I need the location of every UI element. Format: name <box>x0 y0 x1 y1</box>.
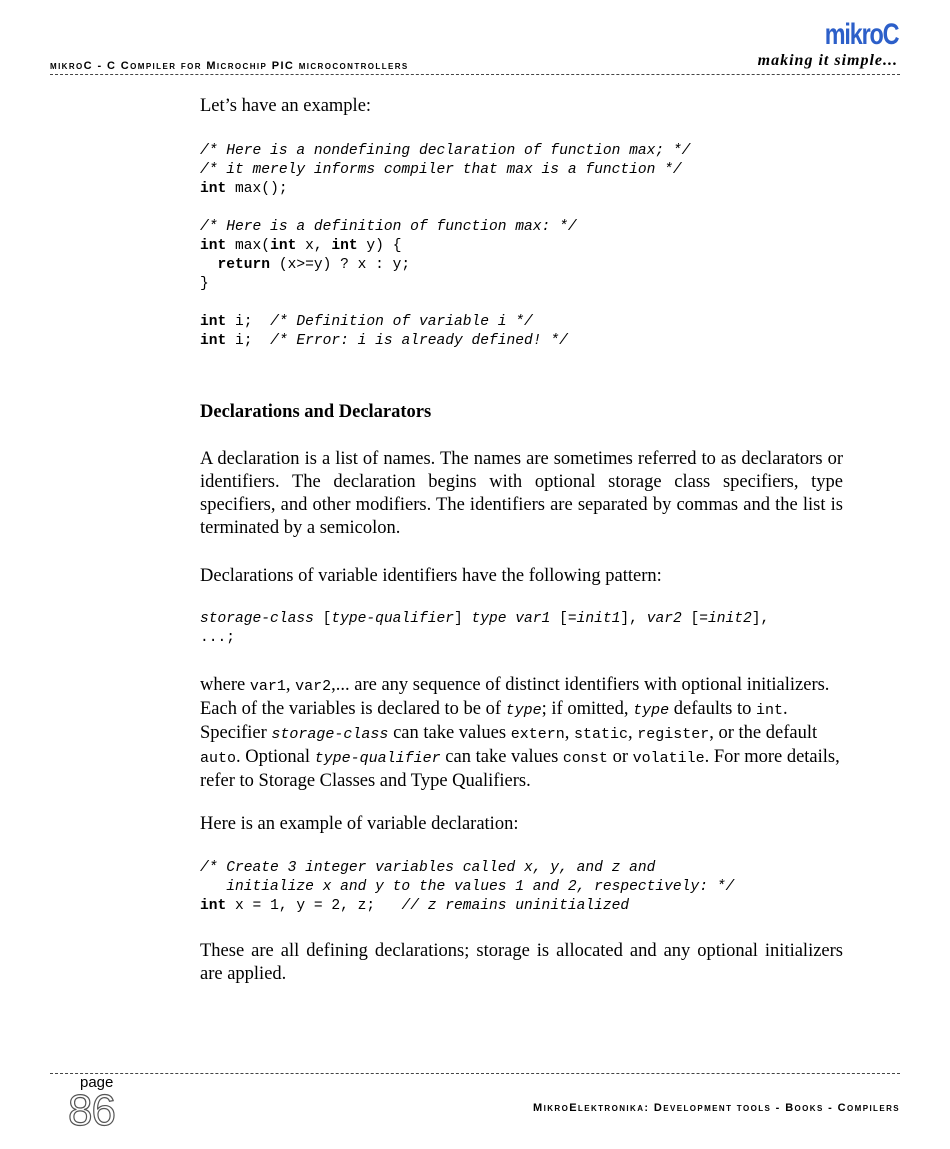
code-comment: /* Here is a nondefining declaration of function max; */ <box>200 143 691 159</box>
text-run: . For more details, refer to Storage Classes and Type Qualifiers. <box>200 747 840 791</box>
paragraph-pattern-intro: Declarations of variable identifiers have the following pattern: <box>200 566 662 586</box>
section-heading: Declarations and Declarators <box>200 402 432 422</box>
code-keyword: int <box>200 898 227 914</box>
inline-code: extern <box>510 726 565 743</box>
inline-code-italic: storage-class <box>271 726 389 743</box>
inline-code-italic: type <box>505 702 542 719</box>
text-run: . Specifier <box>200 699 788 743</box>
inline-code: volatile <box>632 750 705 767</box>
code-keyword: int <box>200 314 227 330</box>
code-text: ], <box>751 611 770 627</box>
page-number: 86 <box>68 1086 115 1135</box>
code-text: ...; <box>200 630 236 646</box>
code-text: i; <box>226 333 271 349</box>
text-run: , or the default <box>709 723 818 743</box>
code-text: [= <box>550 611 577 627</box>
code-comment: /* Definition of variable i */ <box>270 314 533 330</box>
code-text: y) { <box>357 238 402 254</box>
page-label: page <box>80 1074 114 1091</box>
code-comment: /* Error: i is already defined! */ <box>270 333 568 349</box>
text-run: , <box>627 723 638 743</box>
text-run: can take values <box>440 747 563 767</box>
text-run: , <box>564 723 574 743</box>
code-keyword: int <box>331 238 358 254</box>
inline-code-italic: type-qualifier <box>314 750 441 767</box>
intro-text: Let’s have an example: <box>200 96 372 116</box>
brand-logo: mikroC <box>824 18 898 51</box>
inline-code: static <box>573 726 628 743</box>
code-keyword: int <box>200 333 227 349</box>
paragraph-example-intro: Here is an example of variable declaration: <box>200 814 519 834</box>
code-comment: /* Create 3 integer variables called x, y, and z and <box>200 860 656 876</box>
code-italic: init2 <box>708 611 752 627</box>
code-italic: type var1 <box>471 611 551 627</box>
code-text: [= <box>681 611 708 627</box>
text-run: can take values <box>388 723 511 743</box>
header-divider <box>50 74 900 75</box>
code-italic: storage-class <box>200 611 314 627</box>
text-run: ; if omitted, <box>541 699 634 719</box>
code-keyword: return <box>217 257 271 273</box>
inline-code: var1 <box>249 678 286 695</box>
text-run: ,... are any sequence of distinct identifiers with optional initializers. Each of the variables is declared to be of <box>200 675 830 719</box>
text-run: where <box>200 675 250 695</box>
inline-code: auto <box>200 750 237 767</box>
footer-text: MikroElektronika: Development tools - Books - Compilers <box>533 1102 900 1114</box>
header-title: mikroC - C Compiler for Microchip PIC microcontrollers <box>50 60 409 72</box>
code-text: ] <box>453 611 472 627</box>
code-text: ], <box>620 611 647 627</box>
code-italic: var2 <box>646 611 682 627</box>
inline-code: const <box>562 750 608 767</box>
code-comment: initialize x and y to the values 1 and 2, respectively: */ <box>200 879 735 895</box>
code-text: [ <box>313 611 332 627</box>
code-italic: init1 <box>576 611 621 627</box>
code-keyword: int <box>270 238 297 254</box>
code-block-max <box>200 142 690 351</box>
code-text: } <box>200 276 209 292</box>
code-indent <box>200 257 218 273</box>
code-text: (x>=y) ? x : y; <box>270 257 411 273</box>
code-comment: /* Here is a definition of function max: */ <box>200 219 577 235</box>
code-text: max( <box>226 238 271 254</box>
text-run: defaults to <box>669 699 756 719</box>
code-comment: /* it merely informs compiler that max is a function */ <box>200 162 682 178</box>
inline-code: register <box>637 726 710 743</box>
code-comment: // z remains uninitialized <box>401 898 630 914</box>
code-keyword: int <box>200 238 227 254</box>
code-text: x = 1, y = 2, z; <box>226 898 402 914</box>
code-text: x, <box>296 238 332 254</box>
tagline: making it simple... <box>757 52 898 69</box>
inline-code: int <box>755 702 783 719</box>
paragraph-where <box>200 674 843 793</box>
paragraph-summary: These are all defining declarations; storage is allocated and any optional initializers are applied. <box>200 941 843 984</box>
code-text: max(); <box>226 181 288 197</box>
footer-divider <box>50 1073 900 1074</box>
text-run: , <box>285 675 296 695</box>
code-keyword: int <box>200 181 227 197</box>
text-run: . Optional <box>236 747 315 767</box>
inline-code-italic: type <box>633 702 670 719</box>
code-text: i; <box>226 314 271 330</box>
code-pattern <box>200 610 769 648</box>
paragraph-declaration: A declaration is a list of names. The names are sometimes referred to as declarators or identifiers. The declaration begins with optional storage class specifiers, type specifiers, and other modifiers. The identifiers are separated by commas and the list is terminated by a semicolon. <box>200 449 843 538</box>
inline-code: var2 <box>295 678 332 695</box>
code-italic: type-qualifier <box>331 611 454 627</box>
text-run: or <box>607 747 633 767</box>
section-heading-wrap <box>200 401 843 424</box>
code-block-variables <box>200 859 734 916</box>
